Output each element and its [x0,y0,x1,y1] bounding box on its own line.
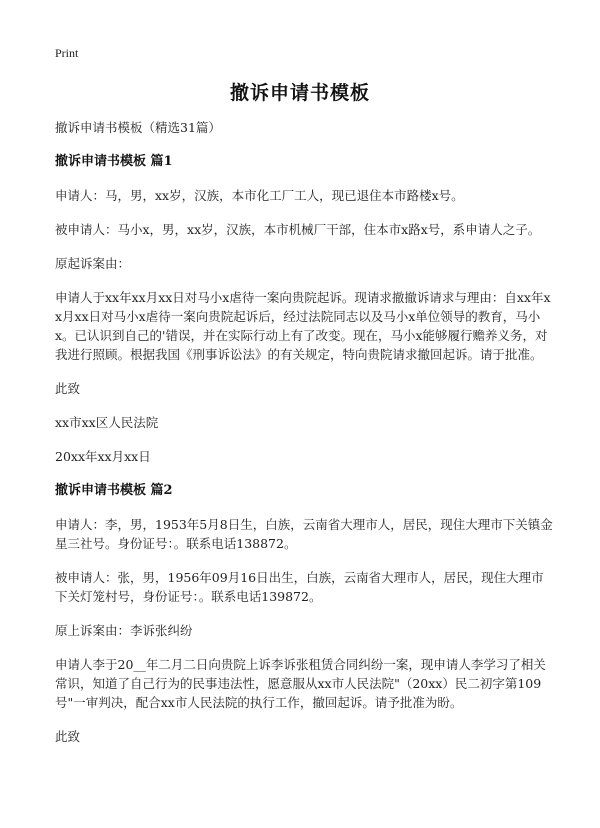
document-subtitle: 撤诉申请书模板（精选31篇） [55,120,221,135]
court-name-1: xx市xx区人民法院 [55,415,159,430]
page-title: 撤诉申请书模板 [229,82,370,104]
body-paragraph-2: 申请人李于20__年二月二日向贵院上诉李诉张租赁合同纠纷一案，现申请人李学习了相关常识，知道了自己行为的民事违法性，愿意服从xx市人民法院"（20xx）民二初字第109号"一审判决，配合xx市人民法院的执行工作，撤回起诉。请予批准为盼。 [55,657,546,710]
applicant-info-2: 申请人：李，男，1953年5月8日生，白族，云南省大理市人，居民，现住大理市下关镇金星三社号。身份证号：。联系电话138872。 [55,517,553,551]
print-link[interactable]: Print [55,46,79,60]
respondent-info-1: 被申请人：马小x，男，xx岁，汉族，本市机械厂干部，住本市x路x号，系申请人之子。 [55,222,541,237]
section-heading-1: 撤诉申请书模板 篇1 [55,154,173,169]
cause-label-1: 原起诉案由： [55,256,131,271]
cause-2: 原上诉案由：李诉张纠纷 [55,623,193,638]
closing-1: 此致 [55,381,81,396]
body-paragraph-1: 申请人于xx年xx月xx日对马小x虐待一案向贵院起诉。现请求撤撤诉请求与理由：自xx年xx月xx日对马小x虐待一案向贵院起诉后，经过法院同志以及马小x单位领导的教育，马小x。已认识到自己的'错误，并在实际行动上有了改变。现在，马小x能够履行赡养义务，对我进行照顾。根据我国《刑事诉讼法》的有关规定，特向贵院请求撤回起诉。请于批准。 [55,290,551,362]
date-1: 20xx年xx月xx日 [55,449,151,464]
section-heading-2: 撤诉申请书模板 篇2 [55,483,173,498]
closing-2: 此致 [55,729,81,744]
respondent-info-2: 被申请人：张，男，1956年09月16日出生，白族，云南省大理市人，居民，现住大理市下关灯笼村号，身份证号：。联系电话139872。 [55,570,544,604]
document-body [55,118,555,761]
applicant-info-1: 申请人：马，男，xx岁，汉族，本市化工厂工人，现已退住本市路楼x号。 [55,188,464,203]
